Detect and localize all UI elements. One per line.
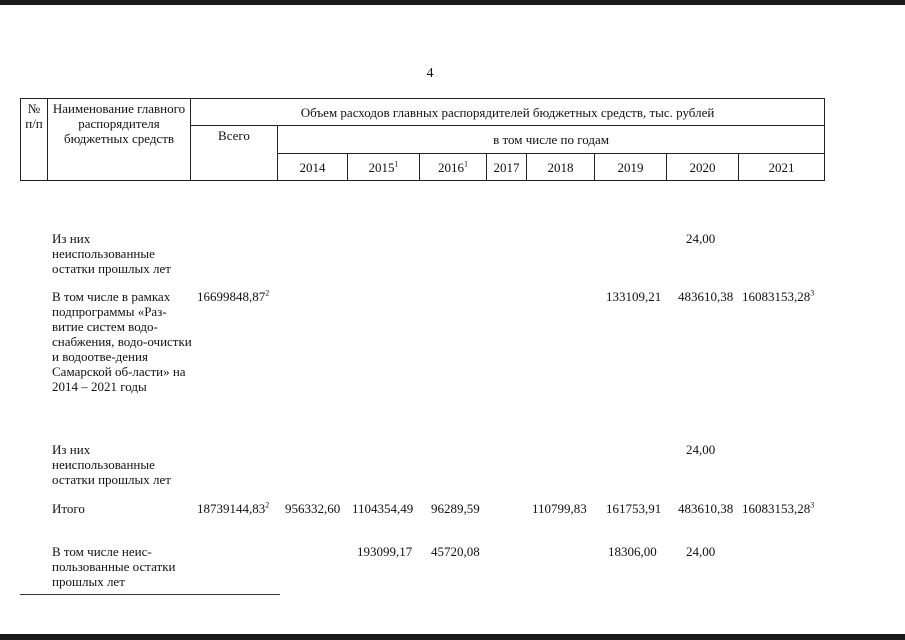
row-total-2016: 96289,59 [431,501,480,516]
header-by-years: в том числе по годам [278,126,825,154]
header-year-2018: 2018 [527,154,595,181]
header-year-2015: 2015$^1$ [348,154,420,181]
row-subprogram-total: 16699848,87$^2$ [197,288,270,304]
row-subprogram-2019: 133109,21 [606,289,662,304]
row-total-2015: 1104354,49 [352,501,414,516]
row-total-total: 18739144,83$^2$ [197,500,270,516]
row-total-2014: 956332,60 [285,501,341,516]
header-year-2017: 2017 [487,154,527,181]
header-year-2019: 2019 [595,154,667,181]
row-total-2020: 483610,38 [678,501,734,516]
row-total-2021: 16083153,28$^3$ [742,500,815,516]
header-volume: Объем расходов главных распорядителей бюджетных средств, тыс. рублей [191,99,825,126]
header-total: Всего [191,126,278,181]
bottom-border-bar [0,634,905,640]
footnote-separator-line [20,594,280,595]
row-label-total: Итого [52,501,85,516]
row-subprogram-2021: 16083153,28$^3$ [742,288,815,304]
row-leftovers-total-2019: 18306,00 [608,544,657,559]
row-leftovers-2-2020: 24,00 [686,442,716,457]
row-label-subprogram: В том числе в рамках подпрограммы «Раз-витие систем водо-снабжения, водо-очистки и водоотве-дения Самарской об-ласти» на 2014 – 2021 годы [52,289,192,394]
page-number: 4 [426,66,434,81]
row-total-2018: 110799,83 [532,501,587,516]
header-name: Наименование главного распорядителя бюджетных средств [48,99,191,181]
row-label-leftovers-1: Из них неиспользованные остатки прошлых лет [52,231,171,276]
row-subprogram-2020: 483610,38 [678,289,734,304]
header-year-2021: 2021 [739,154,825,181]
row-leftovers-total-2015: 193099,17 [357,544,413,559]
row-total-2019: 161753,91 [606,501,662,516]
header-year-2020: 2020 [667,154,739,181]
header-year-2014: 2014 [278,154,348,181]
row-leftovers-total-2016: 45720,08 [431,544,480,559]
row-leftovers-total-2020: 24,00 [686,544,716,559]
row-label-leftovers-total: В том числе неис-пользованные остатки прошлых лет [52,544,176,589]
row-label-leftovers-2: Из них неиспользованные остатки прошлых лет [52,442,171,487]
table-header [20,98,825,181]
row-leftovers-1-2020: 24,00 [686,231,716,246]
top-border-bar [0,0,905,5]
header-num: № п/п [21,99,48,181]
header-year-2016: 2016$^1$ [420,154,487,181]
